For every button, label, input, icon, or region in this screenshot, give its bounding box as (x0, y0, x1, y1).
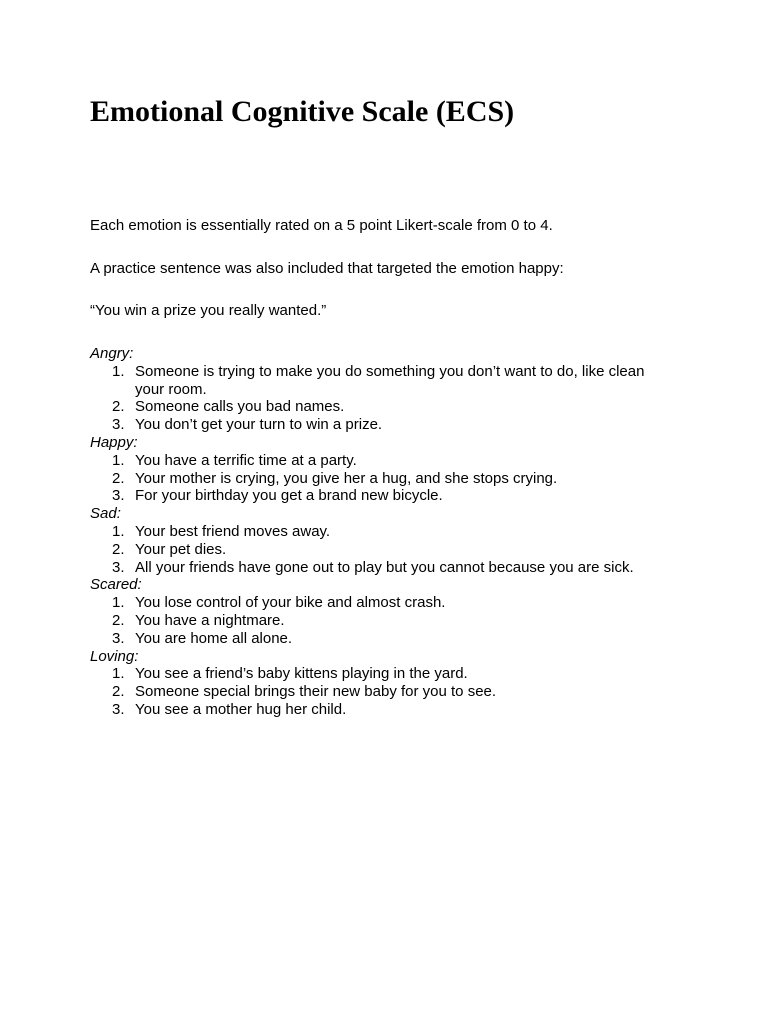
item-number: 1. (112, 451, 125, 469)
list-item (90, 541, 660, 559)
page-title: Emotional Cognitive Scale (ECS) (90, 95, 515, 128)
item-text: Your mother is crying, you give her a hug, and she stops crying. (135, 469, 558, 487)
item-list (90, 523, 670, 576)
list-item (90, 683, 660, 701)
emotion-label: Scared: (90, 576, 142, 594)
emotion-label: Happy: (90, 433, 138, 451)
item-text: All your friends have gone out to play but you cannot because you are sick. (135, 558, 634, 576)
item-number: 3. (112, 700, 125, 718)
list-item (90, 452, 660, 470)
list-item (90, 363, 660, 399)
item-number: 3. (112, 487, 125, 505)
item-text: Someone calls you bad names. (135, 398, 345, 416)
item-text: For your birthday you get a brand new bicycle. (135, 487, 443, 505)
list-item (90, 665, 660, 683)
item-text: Someone is trying to make you do something you don’t want to do, like clean your room. (135, 362, 645, 398)
item-text: Someone special brings their new baby for you to see. (135, 683, 497, 701)
item-list (90, 452, 670, 505)
emotion-label: Sad: (90, 505, 121, 523)
practice-sentence: “You win a prize you really wanted.” (90, 302, 327, 319)
list-item (90, 594, 660, 612)
item-number: 2. (112, 611, 125, 629)
item-text: You are home all alone. (135, 629, 293, 647)
item-number: 2. (112, 398, 125, 416)
list-item (90, 701, 660, 719)
emotion-group-angry (90, 345, 670, 434)
item-number: 1. (112, 665, 125, 683)
item-number: 3. (112, 558, 125, 576)
item-text: You lose control of your bike and almost crash. (135, 594, 446, 612)
item-text: Your best friend moves away. (135, 522, 331, 540)
emotion-list (90, 345, 670, 719)
item-list (90, 363, 670, 434)
list-item (90, 398, 660, 416)
item-number: 2. (112, 683, 125, 701)
list-item (90, 470, 660, 488)
item-number: 1. (112, 362, 125, 380)
item-number: 1. (112, 594, 125, 612)
item-number: 3. (112, 416, 125, 434)
item-text: You have a terrific time at a party. (135, 451, 357, 469)
emotion-group-scared (90, 576, 670, 647)
emotion-label: Angry: (90, 345, 134, 362)
emotion-label: Loving: (90, 647, 139, 665)
item-text: You have a nightmare. (135, 611, 285, 629)
item-text: You see a mother hug her child. (135, 700, 347, 718)
item-number: 3. (112, 629, 125, 647)
emotion-group-sad (90, 505, 670, 576)
item-number: 2. (112, 469, 125, 487)
intro-paragraph: Each emotion is essentially rated on a 5 point Likert-scale from 0 to 4. (90, 217, 553, 234)
item-list (90, 665, 670, 718)
item-number: 1. (112, 522, 125, 540)
list-item (90, 612, 660, 630)
list-item (90, 630, 660, 648)
item-list (90, 594, 670, 647)
list-item (90, 559, 660, 577)
practice-paragraph: A practice sentence was also included that targeted the emotion happy: (90, 260, 564, 277)
emotion-group-loving (90, 648, 670, 719)
item-number: 2. (112, 540, 125, 558)
emotion-group-happy (90, 434, 670, 505)
item-text: Your pet dies. (135, 540, 227, 558)
list-item (90, 487, 660, 505)
item-text: You see a friend’s baby kittens playing in the yard. (135, 665, 468, 683)
item-text: You don’t get your turn to win a prize. (135, 416, 383, 434)
list-item (90, 523, 660, 541)
list-item (90, 416, 660, 434)
